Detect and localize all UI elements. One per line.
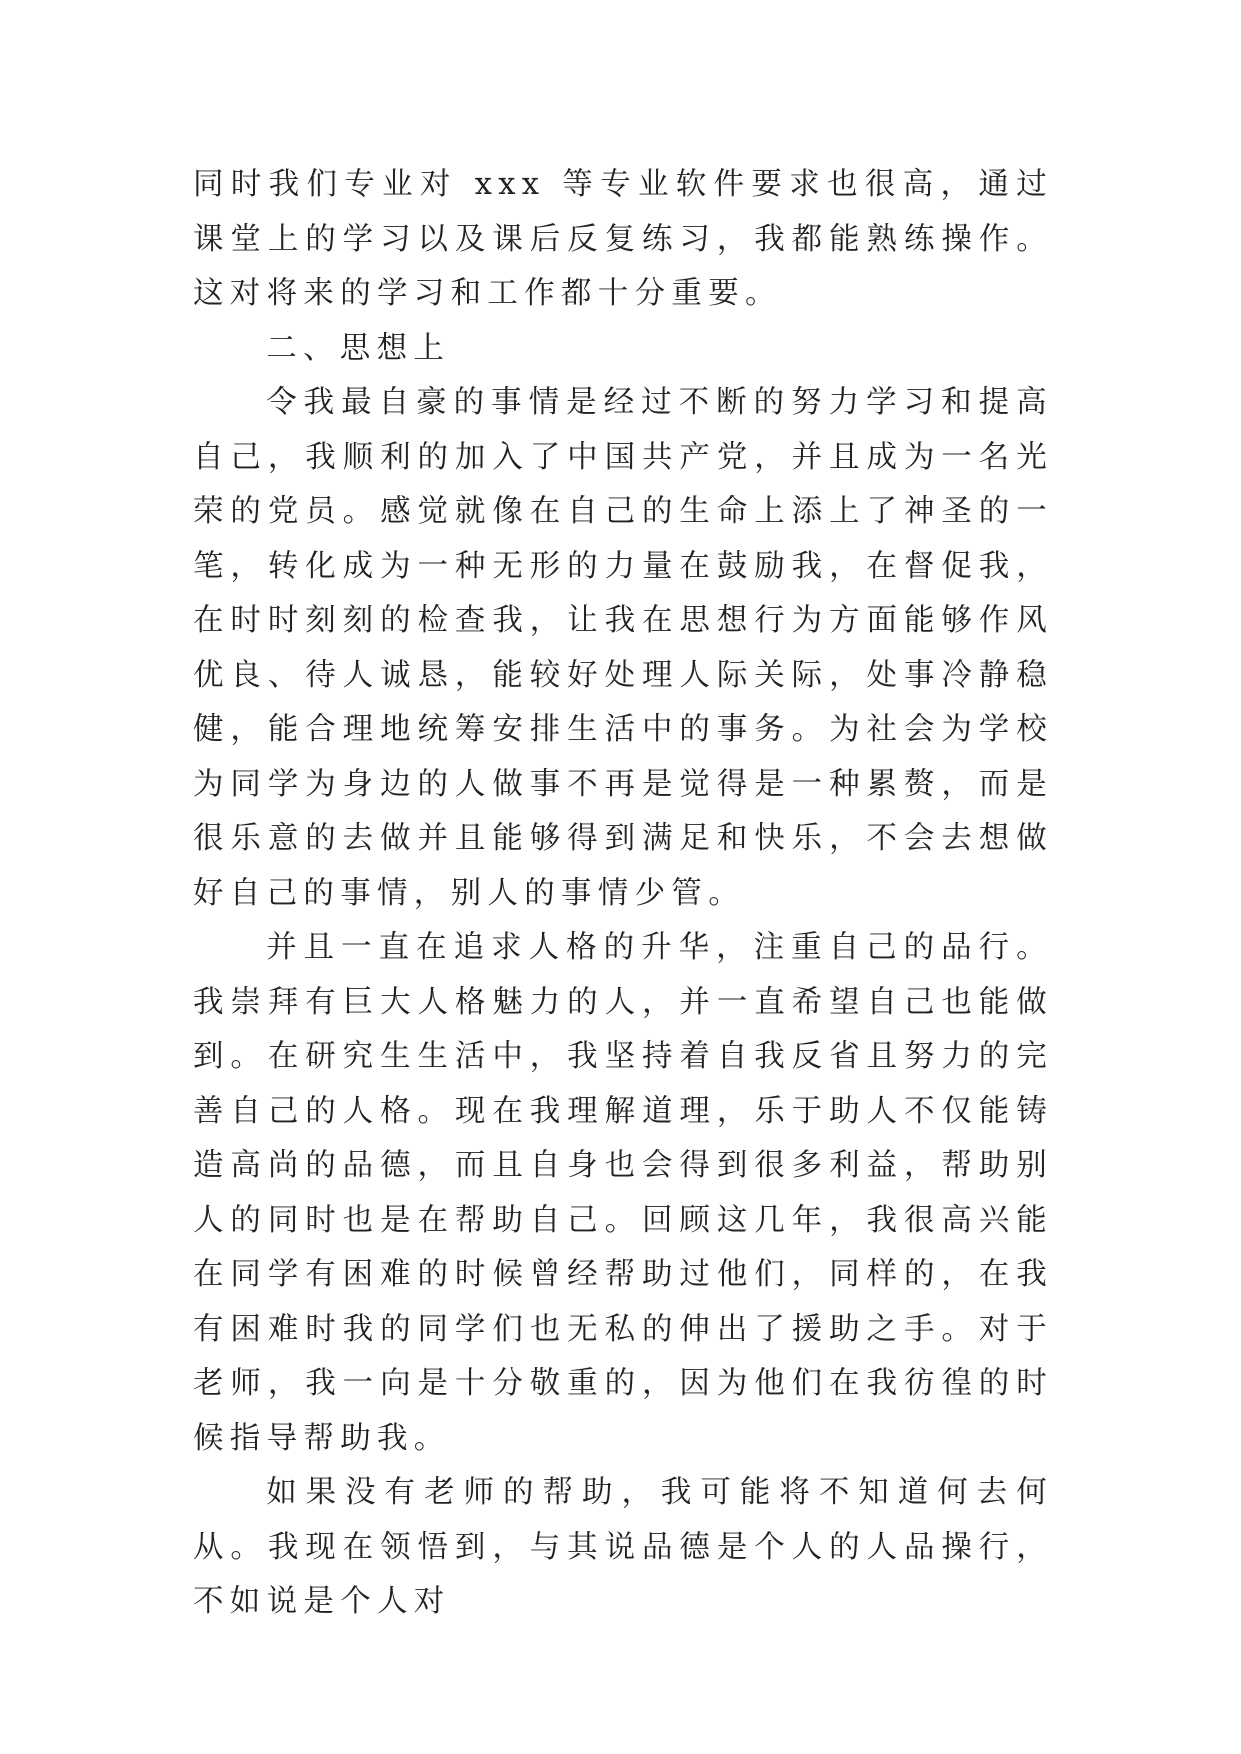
- section-heading-ideology: 二、思想上: [266, 330, 451, 366]
- paragraph-party-membership: 令我最自豪的事情是经过不断的努力学习和提高自己，我顺利的加入了中国共产党，并且成为一名光荣的党员。感觉就像在自己的生命上添上了神圣的一笔，转化成为一种无形的力量在鼓励我，在督促我，在时时刻刻的检查我，让我在思想行为方面能够作风优良、待人诚恳，能较好处理人际关际，处事冷静稳健，能合理地统筹安排生活中的事务。为社会为学校为同学为身边的人做事不再是觉得是一种累赘，而是很乐意的去做并且能够得到满足和快乐，不会去想做好自己的事情，别人的事情少管。: [193, 385, 1053, 911]
- paragraph-software-skills: 同时我们专业对 xxx 等专业软件要求也很高，通过课堂上的学习以及课后反复练习，我都能熟练操作。这对将来的学习和工作都十分重要。: [193, 167, 1053, 311]
- paragraph-teachers: 如果没有老师的帮助，我可能将不知道何去何从。我现在领悟到，与其说品德是个人的人品操行，不如说是个人对: [193, 1475, 1053, 1619]
- paragraph-character: 并且一直在追求人格的升华，注重自己的品行。我崇拜有巨大人格魅力的人，并一直希望自己也能做到。在研究生生活中，我坚持着自我反省且努力的完善自己的人格。现在我理解道理，乐于助人不仅能铸造高尚的品德，而且自身也会得到很多利益，帮助别人的同时也是在帮助自己。回顾这几年，我很高兴能在同学有困难的时候曾经帮助过他们，同样的，在我有困难时我的同学们也无私的伸出了援助之手。对于老师，我一向是十分敬重的，因为他们在我彷徨的时候指导帮助我。: [193, 930, 1053, 1456]
- document-body: [193, 158, 1053, 1630]
